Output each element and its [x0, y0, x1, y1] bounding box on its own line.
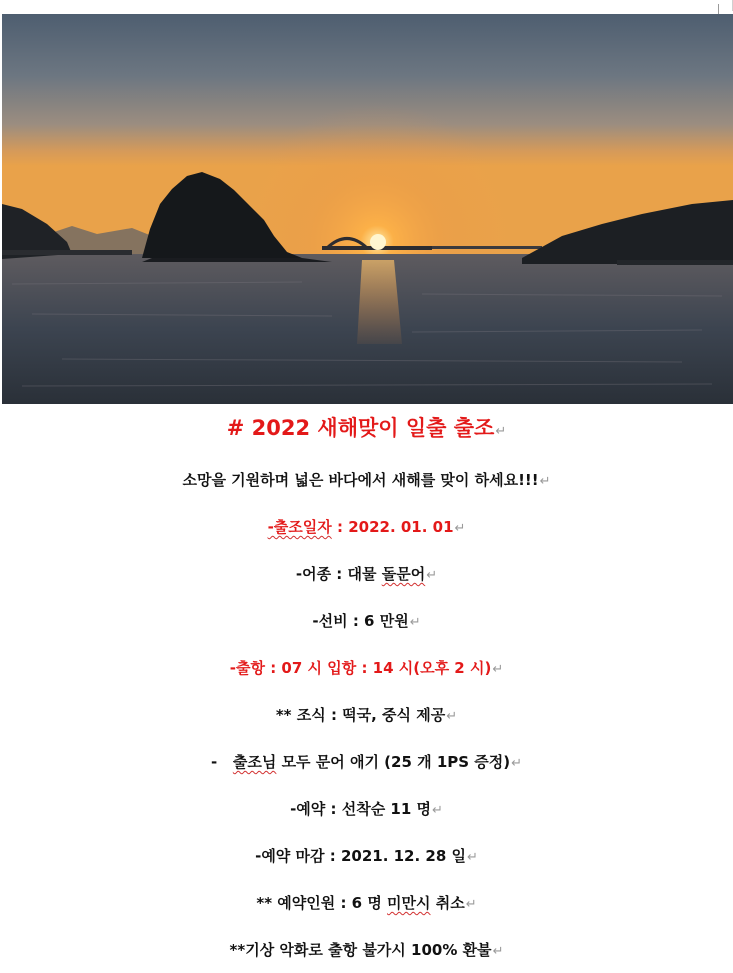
boat-fee: -선비 : 6 만원↵ — [312, 612, 421, 630]
page-top-edge — [0, 0, 733, 11]
sunrise-photo — [2, 14, 733, 404]
meal-info: ** 조식 : 떡국, 중식 제공↵ — [275, 706, 458, 724]
gift-info: - 출조님 모두 문어 애기 (25 개 1PS 증정)↵ — [210, 753, 523, 771]
event-subtitle: 소망을 기원하며 넓은 바다에서 새해를 맞이 하세요!!!↵ — [182, 471, 551, 489]
refund-policy: **기상 악화로 출항 불가시 100% 환불↵ — [229, 941, 504, 959]
cancellation-policy: ** 예약인원 : 6 명 미만시 취소↵ — [256, 894, 477, 912]
reservation-info: -예약 : 선착순 11 명↵ — [290, 800, 443, 818]
event-title: # 2022 새해맞이 일출 출조↵ — [226, 416, 507, 440]
departure-arrival-time: -출항 : 07 시 입항 : 14 시(오후 2 시)↵ — [229, 659, 504, 677]
trip-date: -출조일자 : 2022. 01. 01↵ — [267, 518, 466, 536]
reservation-deadline: -예약 마감 : 2021. 12. 28 일↵ — [255, 847, 478, 865]
target-fish: -어종 : 대물 돌문어↵ — [295, 565, 438, 583]
